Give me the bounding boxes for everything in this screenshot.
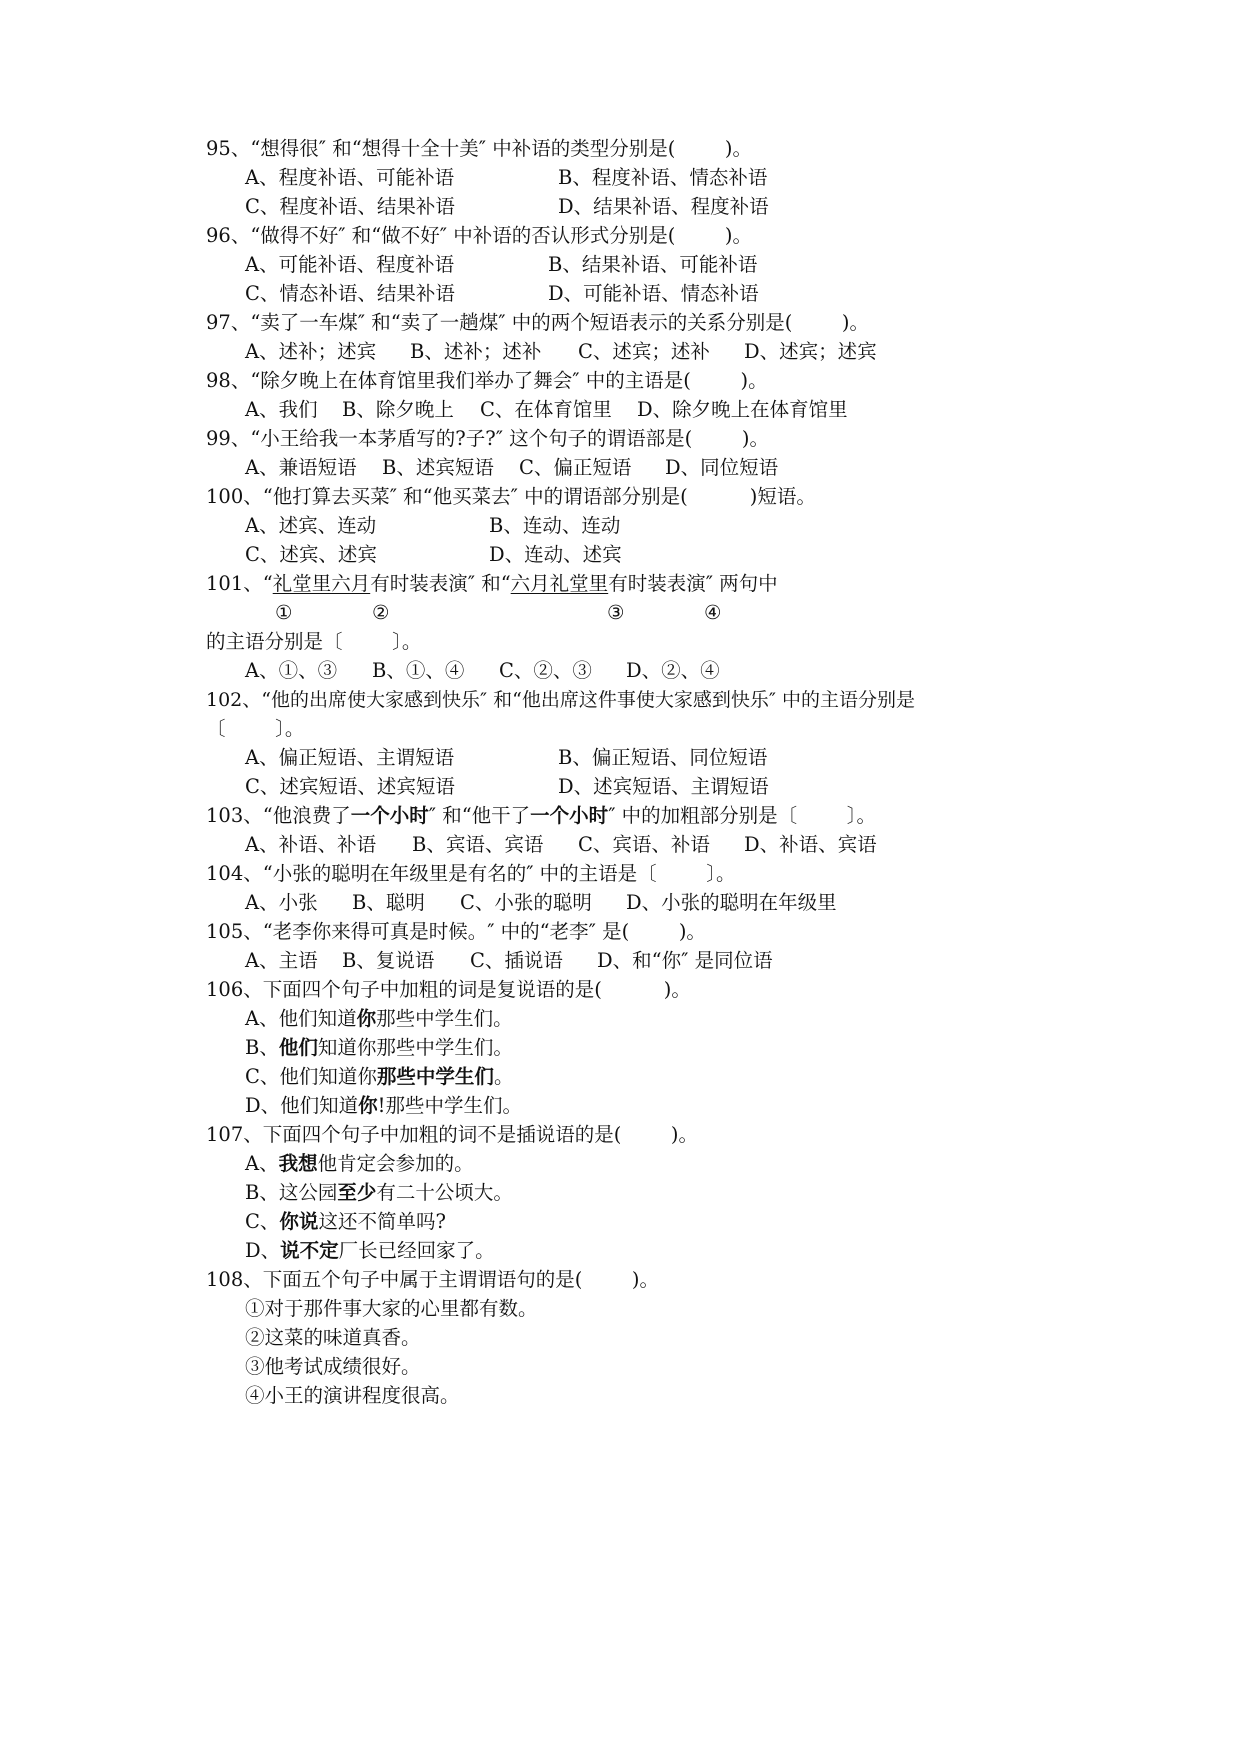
q107-option-d-bold: 说不定: [280, 1239, 339, 1262]
q106-option-b-text: B、: [245, 1036, 279, 1059]
q103-stem-part-2: ″ 和“他干了: [428, 804, 531, 827]
q99-option-d: D、同位短语: [665, 456, 779, 479]
q95-option-a: A、程度补语、可能补语: [245, 166, 455, 189]
q97-option-a: A、述补；述宾: [245, 340, 377, 363]
q106-option-c-text-end: 。: [493, 1065, 514, 1088]
q104-option-a: A、小张: [245, 891, 318, 914]
q106-option-b-text-end: 知道你那些中学生们。: [317, 1036, 513, 1059]
q101-underlined-phrase-1: 礼堂里六月: [272, 572, 371, 595]
q97-option-d: D、述宾；述宾: [744, 340, 877, 363]
q98-option-d: D、除夕晚上在体育馆里: [637, 398, 848, 421]
q103-option-c: C、宾语、补语: [578, 833, 710, 856]
q101-mark-3: ③: [607, 601, 625, 624]
q103-bold-phrase-1: 一个小时: [350, 804, 429, 827]
q107-option-a-bold: 我想: [278, 1152, 318, 1175]
q106-option-a-bold: 你: [356, 1007, 377, 1030]
q101-stem-continued: 的主语分别是〔 〕。: [206, 630, 422, 653]
q100-option-a: A、述宾、连动: [245, 514, 377, 537]
q107-option-a-text-end: 他肯定会参加的。: [317, 1152, 474, 1175]
q103-option-b: B、宾语、宾语: [412, 833, 544, 856]
q102-option-a: A、偏正短语、主谓短语: [245, 746, 455, 769]
q107-option-a-text: A、: [245, 1152, 279, 1175]
q105-option-b: B、复说语: [342, 949, 435, 972]
q101-stem: [206, 571, 778, 597]
q102-option-d: D、述宾短语、主谓短语: [558, 775, 769, 798]
q100-option-c: C、述宾、述宾: [245, 543, 377, 566]
q106-option-a: [245, 1006, 513, 1032]
q106-option-d: [245, 1093, 522, 1119]
q99-option-b: B、述宾短语: [382, 456, 494, 479]
q106-option-c-bold: 那些中学生们: [376, 1065, 494, 1088]
q96-option-d: D、可能补语、情态补语: [548, 282, 759, 305]
q104-option-b: B、聪明: [352, 891, 425, 914]
q96-stem: 96、“做得不好″ 和“做不好″ 中补语的否认形式分别是( )。: [206, 224, 753, 247]
q104-option-c: C、小张的聪明: [460, 891, 592, 914]
q98-stem: 98、“除夕晚上在体育馆里我们举办了舞会″ 中的主语是( )。: [206, 369, 768, 392]
q103-bold-phrase-2: 一个小时: [530, 804, 609, 827]
q99-option-a: A、兼语短语: [245, 456, 357, 479]
q95-option-c: C、程度补语、结果补语: [245, 195, 455, 218]
q106-option-b: [245, 1035, 513, 1061]
q96-option-a: A、可能补语、程度补语: [245, 253, 455, 276]
q106-option-c: [245, 1064, 513, 1090]
q101-option-a: A、①、③: [245, 659, 338, 682]
q100-option-b: B、连动、连动: [489, 514, 621, 537]
q108-item-3: ③他考试成绩很好。: [245, 1355, 421, 1378]
q102-option-b: B、偏正短语、同位短语: [558, 746, 768, 769]
q108-item-2: ②这菜的味道真香。: [245, 1326, 421, 1349]
q98-option-c: C、在体育馆里: [480, 398, 612, 421]
q103-option-a: A、补语、补语: [245, 833, 377, 856]
q97-option-b: B、述补；述补: [410, 340, 542, 363]
q97-stem: 97、“卖了一车煤″ 和“卖了一趟煤″ 中的两个短语表示的关系分别是( )。: [206, 311, 870, 334]
q106-option-d-text-end: !那些中学生们。: [377, 1094, 522, 1117]
q107-option-c: [245, 1209, 446, 1235]
q101-option-d: D、②、④: [626, 659, 720, 682]
q101-mark-2: ②: [372, 601, 390, 624]
q100-stem: 100、“他打算去买菜″ 和“他买菜去″ 中的谓语部分别是( )短语。: [206, 485, 816, 508]
q104-option-d: D、小张的聪明在年级里: [626, 891, 837, 914]
q101-mark-1: ①: [275, 601, 293, 624]
q107-option-b-text: B、这公园: [245, 1181, 338, 1204]
q108-item-1: ①对于那件事大家的心里都有数。: [245, 1297, 538, 1320]
q105-option-c: C、插说语: [470, 949, 563, 972]
q107-option-d-text-end: 厂长已经回家了。: [338, 1239, 495, 1262]
q99-stem: 99、“小王给我一本茅盾写的?子?″ 这个句子的谓语部是( )。: [206, 427, 769, 450]
q107-option-b-text-end: 有二十公顷大。: [376, 1181, 513, 1204]
q98-option-b: B、除夕晚上: [342, 398, 454, 421]
q106-option-c-text: C、他们知道你: [245, 1065, 377, 1088]
q108-item-4: ④小王的演讲程度很高。: [245, 1384, 460, 1407]
q107-option-b: [245, 1180, 513, 1206]
q107-option-c-text: C、: [245, 1210, 280, 1233]
q102-option-c: C、述宾短语、述宾短语: [245, 775, 455, 798]
q103-stem: [206, 803, 876, 829]
q105-option-a: A、主语: [245, 949, 318, 972]
q106-option-a-text-end: 那些中学生们。: [376, 1007, 513, 1030]
q103-stem-part-1: 103、“他浪费了: [206, 804, 351, 827]
q101-stem-prefix: 101、“: [206, 572, 273, 595]
q107-option-c-bold: 你说: [279, 1210, 319, 1233]
q106-stem: 106、下面四个句子中加粗的词是复说语的是( )。: [206, 978, 691, 1001]
q104-stem: 104、“小张的聪明在年级里是有名的″ 中的主语是〔 〕。: [206, 862, 736, 885]
q96-option-b: B、结果补语、可能补语: [548, 253, 758, 276]
q106-option-b-bold: 他们: [278, 1036, 318, 1059]
q106-option-d-bold: 你: [358, 1094, 378, 1117]
q106-option-d-text: D、他们知道: [245, 1094, 359, 1117]
q99-option-c: C、偏正短语: [519, 456, 632, 479]
q95-stem: 95、“想得很″ 和“想得十全十美″ 中补语的类型分别是( )。: [206, 137, 753, 160]
q107-option-a: [245, 1151, 474, 1177]
q103-option-d: D、补语、宾语: [744, 833, 877, 856]
q100-option-d: D、连动、述宾: [489, 543, 622, 566]
q95-option-d: D、结果补语、程度补语: [558, 195, 769, 218]
q101-option-b: B、①、④: [372, 659, 465, 682]
q101-mark-4: ④: [704, 601, 722, 624]
q108-stem: 108、下面五个句子中属于主谓谓语句的是( )。: [206, 1268, 660, 1291]
q97-option-c: C、述宾；述补: [578, 340, 710, 363]
q98-option-a: A、我们: [245, 398, 318, 421]
q102-stem: 102、“他的出席使大家感到快乐″ 和“他出席这件事使大家感到快乐″ 中的主语分别是: [206, 689, 915, 711]
q103-stem-part-3: ″ 中的加粗部分别是〔 〕。: [608, 804, 877, 827]
q95-option-b: B、程度补语、情态补语: [558, 166, 768, 189]
q107-stem: 107、下面四个句子中加粗的词不是插说语的是( )。: [206, 1123, 699, 1146]
q107-option-d: [245, 1238, 495, 1264]
q101-stem-middle: 有时装表演″ 和“: [370, 572, 511, 595]
q105-stem: 105、“老李你来得可真是时候。″ 中的“老李″ 是( )。: [206, 920, 706, 943]
q107-option-c-text-end: 这还不简单吗?: [318, 1210, 446, 1233]
q107-option-d-text: D、: [245, 1239, 281, 1262]
q101-option-c: C、②、③: [499, 659, 592, 682]
q106-option-a-text: A、他们知道: [245, 1007, 357, 1030]
q96-option-c: C、情态补语、结果补语: [245, 282, 455, 305]
q101-underlined-phrase-2: 六月礼堂里: [510, 572, 609, 595]
q102-stem-continued: 〔 〕。: [206, 717, 305, 740]
q107-option-b-bold: 至少: [337, 1181, 377, 1204]
q101-stem-suffix: 有时装表演″ 两句中: [608, 572, 778, 595]
q105-option-d: D、和“你″ 是同位语: [597, 949, 773, 972]
